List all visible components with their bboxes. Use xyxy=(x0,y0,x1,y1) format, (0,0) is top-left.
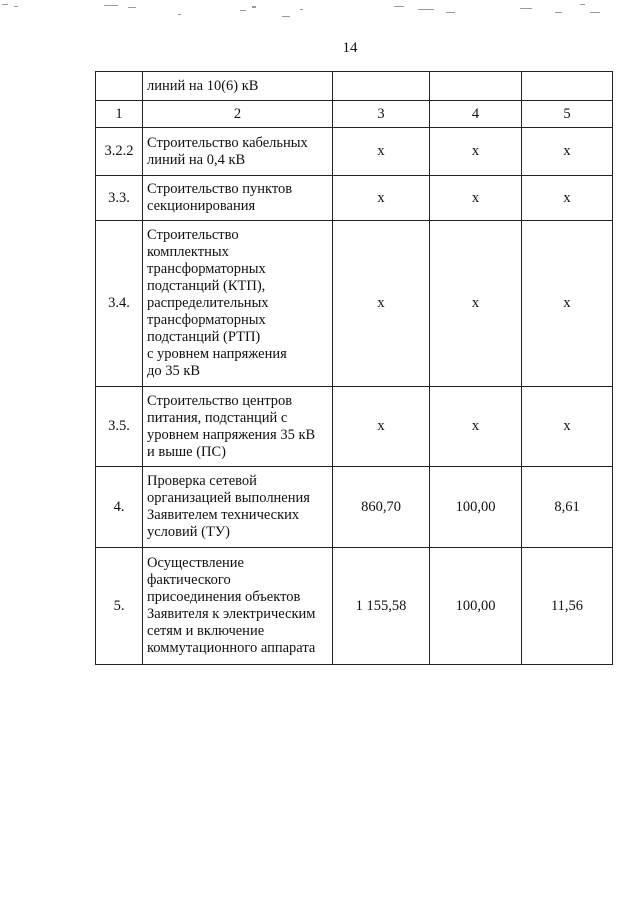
page-number: 14 xyxy=(342,40,358,56)
desc-line: секционирования xyxy=(147,198,256,214)
cell-c3 xyxy=(333,72,430,101)
row-value-c3: 860,70 xyxy=(333,467,430,548)
row-value-c3: х xyxy=(333,221,430,387)
row-description xyxy=(143,221,333,387)
desc-line: комплектных xyxy=(147,244,229,260)
column-number: 3 xyxy=(333,101,430,128)
column-number: 1 xyxy=(96,101,143,128)
desc-line: сетям и включение xyxy=(147,623,265,639)
row-value-c3: х xyxy=(333,176,430,221)
desc-line: и выше (ПС) xyxy=(147,443,226,460)
desc-line: распределительных xyxy=(147,295,269,311)
desc-line: Строительство центров xyxy=(147,392,293,409)
table-row xyxy=(96,176,613,221)
row-number: 3.5. xyxy=(96,387,143,467)
row-number: 5. xyxy=(96,548,143,665)
desc-line: условий (ТУ) xyxy=(147,524,230,540)
row-description xyxy=(143,128,333,176)
cell-c5 xyxy=(522,72,613,101)
column-number: 4 xyxy=(430,101,522,128)
row-value-c4: х xyxy=(430,387,522,467)
row-value-c3: х xyxy=(333,128,430,176)
row-value-c4: х xyxy=(430,221,522,387)
row-value-c3: 1 155,58 xyxy=(333,548,430,665)
column-number-row xyxy=(96,101,613,128)
desc-line: подстанций (КТП), xyxy=(147,278,266,294)
cell-c4 xyxy=(430,72,522,101)
row-value-c4: х xyxy=(430,128,522,176)
row-description xyxy=(143,387,333,467)
desc-line: организацией выполнения xyxy=(147,490,310,506)
table-row xyxy=(96,128,613,176)
desc-line: Строительство пунктов xyxy=(147,181,293,197)
tariff-table xyxy=(95,71,613,665)
column-number: 5 xyxy=(522,101,613,128)
row-description xyxy=(143,548,333,665)
row-value-c5: 11,56 xyxy=(522,548,613,665)
row-value-c5: х xyxy=(522,387,613,467)
desc-line: трансформаторных xyxy=(147,312,266,328)
row-value-c4: х xyxy=(430,176,522,221)
desc-line: присоединения объектов xyxy=(147,589,301,605)
desc-line: трансформаторных xyxy=(147,261,266,277)
row-number: 4. xyxy=(96,467,143,548)
desc-line: питания, подстанций с xyxy=(147,409,288,426)
row-value-c5: 8,61 xyxy=(522,467,613,548)
desc-line: линий на 0,4 кВ xyxy=(147,151,246,168)
desc-line: с уровнем напряжения xyxy=(147,346,287,362)
row-value-c4: 100,00 xyxy=(430,467,522,548)
table-row xyxy=(96,221,613,387)
desc-line: подстанций (РТП) xyxy=(147,329,261,345)
table-row xyxy=(96,548,613,665)
desc-line: Строительство xyxy=(147,227,239,243)
cell-num xyxy=(96,72,143,101)
row-number: 3.3. xyxy=(96,176,143,221)
table-row xyxy=(96,387,613,467)
row-value-c5: х xyxy=(522,176,613,221)
row-description xyxy=(143,176,333,221)
row-value-c4: 100,00 xyxy=(430,548,522,665)
row-description xyxy=(143,467,333,548)
desc-line: до 35 кВ xyxy=(147,363,201,379)
desc-line: фактического xyxy=(147,572,231,588)
desc-line: Заявителем технических xyxy=(147,507,300,523)
desc-line: Заявителя к электрическим xyxy=(147,606,316,622)
row-value-c5: х xyxy=(522,128,613,176)
row-value-c3: х xyxy=(333,387,430,467)
row-number: 3.4. xyxy=(96,221,143,387)
scan-artifact-strip xyxy=(0,0,640,30)
row-value-c5: х xyxy=(522,221,613,387)
desc-line: Осуществление xyxy=(147,555,244,571)
row-number: 3.2.2 xyxy=(96,128,143,176)
desc-line: коммутационного аппарата xyxy=(147,640,316,656)
table-row xyxy=(96,467,613,548)
continuation-row xyxy=(96,72,613,101)
column-number: 2 xyxy=(143,101,333,128)
cell-desc: линий на 10(6) кВ xyxy=(143,72,333,101)
desc-line: уровнем напряжения 35 кВ xyxy=(147,426,316,443)
desc-line: Проверка сетевой xyxy=(147,473,257,489)
desc-line: Строительство кабельных xyxy=(147,134,308,151)
